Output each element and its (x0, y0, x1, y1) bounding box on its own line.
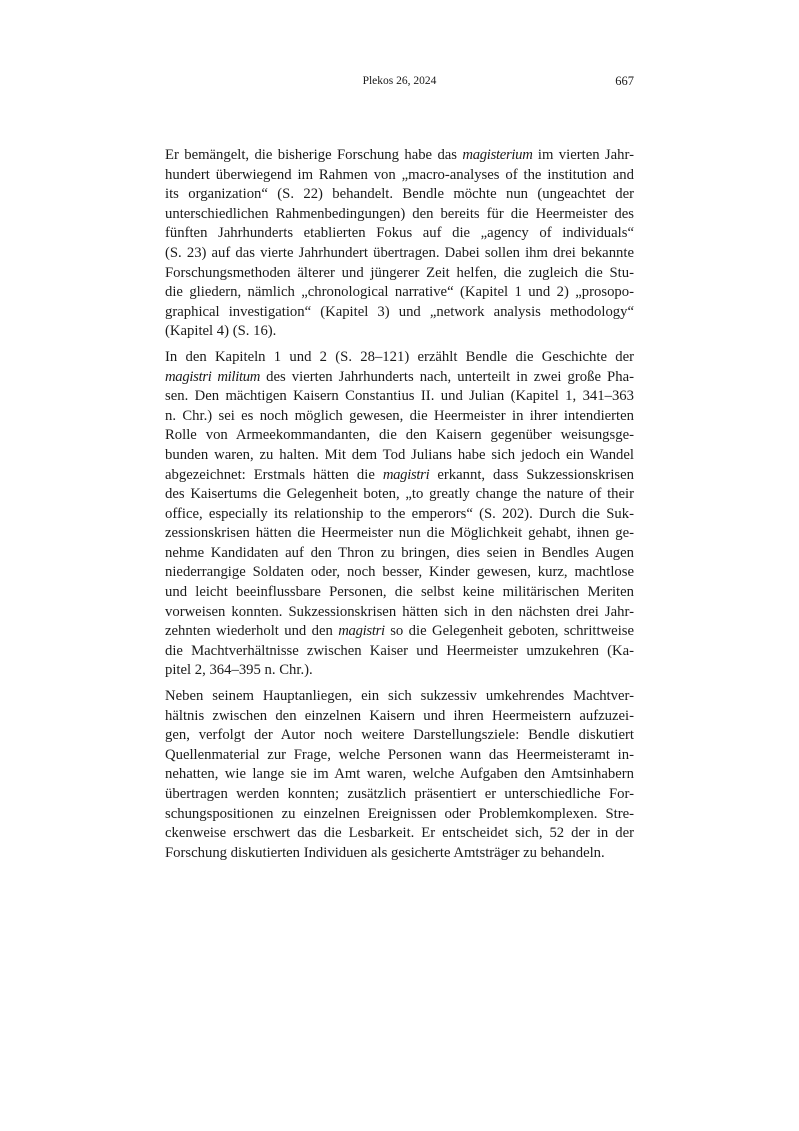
italic-term: magistri militum (165, 368, 261, 385)
text-segment: niederrangige Soldaten oder, noch besser, Kinder gewesen, kurz, machtlose (165, 564, 634, 581)
text-line (165, 264, 634, 284)
text-segment: die gliedern, nämlich „chronological narrative“ (Kapitel 1 und 2) „prosopo- (165, 284, 634, 301)
text-line (165, 603, 634, 623)
text-segment: sen. Den mächtigen Kaisern Constantius II. und Julian (Kapitel 1, 341–363 (165, 388, 634, 405)
text-line (165, 622, 634, 642)
text-segment: erkannt, dass Sukzessionskrisen (429, 466, 634, 483)
text-segment: des Kaisertums die Gelegenheit boten, „to greatly change the nature of their (165, 486, 634, 503)
text-segment: schungspositionen zu einzelnen Ereignissen oder Problemkomplexen. Stre- (165, 805, 634, 822)
text-segment: unterschiedlichen Rahmenbedingungen) den bereits für die Heermeister des (165, 205, 634, 222)
text-line (165, 348, 634, 368)
text-line (165, 446, 634, 466)
text-segment: nehme Kandidaten auf den Thron zu bringen, dies seien in Bendles Augen (165, 544, 634, 561)
text-line (165, 785, 634, 805)
text-line (165, 146, 634, 166)
text-line (165, 368, 634, 388)
paragraph (165, 348, 634, 681)
text-segment: pitel 2, 364–395 n. Chr.). (165, 662, 313, 679)
text-line (165, 244, 634, 264)
text-segment: bunden waren, zu halten. Mit dem Tod Julians habe sich jedoch ein Wandel (165, 446, 634, 463)
text-line (165, 746, 634, 766)
text-line (165, 563, 634, 583)
text-segment: hältnis zwischen den einzelnen Kaisern und ihren Heermeistern aufzuzei- (165, 707, 634, 724)
text-segment: Er bemängelt, die bisherige Forschung habe das (165, 147, 463, 163)
body-text (165, 146, 634, 869)
text-segment: its organization“ (S. 22) behandelt. Bendle möchte nun (ungeachtet der (165, 186, 634, 203)
text-segment: so die Gelegenheit geboten, schrittweise (384, 623, 635, 640)
page-number: 667 (615, 74, 634, 88)
text-segment: (S. 23) auf das vierte Jahrhundert übertragen. Dabei sollen ihm drei bekannte (165, 244, 634, 261)
text-line (165, 466, 634, 486)
text-segment: In den Kapiteln 1 und 2 (S. 28–121) erzählt Bendle die Geschichte der (165, 348, 634, 365)
text-segment: die Machtverhältnisse zwischen Kaiser und Heermeister umzukehren (Ka- (165, 642, 634, 659)
text-segment: Neben seinem Hauptanliegen, ein sich sukzessiv umkehrendes Machtver- (165, 688, 634, 705)
text-line (165, 224, 634, 244)
text-segment: Forschungsmethoden älterer und jüngerer Zeit helfen, die zugleich die Stu- (165, 264, 634, 281)
text-line (165, 166, 634, 186)
text-segment: hundert überwiegend im Rahmen von „macro-analyses of the institution and (165, 166, 634, 183)
text-line (165, 687, 634, 707)
text-segment: graphical investigation“ (Kapitel 3) und „network analysis methodology“ (165, 303, 634, 320)
text-line (165, 805, 634, 825)
paragraph (165, 687, 634, 863)
text-line (165, 426, 634, 446)
text-segment: fünften Jahrhunderts etablierten Fokus auf die „agency of individuals“ (165, 225, 634, 242)
text-line (165, 844, 634, 864)
text-segment: n. Chr.) sei es noch möglich gewesen, die Heermeister in ihrer intendierten (165, 407, 634, 424)
text-segment: office, especially its relationship to the emperors“ (S. 202). Durch die Suk- (165, 505, 634, 522)
text-segment: zessionskrisen hätten die Heermeister nun die Möglichkeit gehabt, ihnen ge- (165, 525, 634, 542)
text-segment: und leicht beeinflussbare Personen, die selbst keine militärischen Meriten (165, 584, 634, 601)
text-line (165, 661, 634, 681)
paragraph (165, 146, 634, 342)
text-segment: Quellenmaterial zur Frage, welche Personen wann das Heermeisteramt in- (165, 746, 634, 763)
text-segment: Forschung diskutierten Individuen als gesicherte Amtsträger zu behandeln. (165, 844, 605, 861)
italic-term: magistri (382, 466, 430, 483)
text-line (165, 185, 634, 205)
text-line (165, 485, 634, 505)
text-segment: abgezeichnet: Erstmals hätten die (165, 466, 383, 483)
journal-title: Plekos 26, 2024 (362, 75, 437, 87)
text-line (165, 524, 634, 544)
text-line (165, 642, 634, 662)
text-line (165, 407, 634, 427)
text-segment: (Kapitel 4) (S. 16). (165, 323, 277, 340)
text-segment: zehnten wiederholt und den (165, 623, 339, 640)
text-line (165, 205, 634, 225)
text-line (165, 283, 634, 303)
text-line (165, 583, 634, 603)
text-segment: des vierten Jahrhunderts nach, unterteilt in zwei große Pha- (260, 368, 634, 385)
italic-term: magistri (338, 623, 385, 640)
italic-term: magisterium (462, 147, 533, 163)
text-segment: Rolle von Armeekommandanten, die den Kaisern gegenüber weisungsge- (165, 427, 634, 444)
text-line (165, 707, 634, 727)
text-line (165, 765, 634, 785)
text-line (165, 303, 634, 323)
text-segment: im vierten Jahr- (532, 147, 634, 163)
text-segment: übertragen werden konnten; zusätzlich präsentiert er unterschiedliche For- (165, 786, 634, 802)
text-line (165, 387, 634, 407)
text-line (165, 726, 634, 746)
text-line (165, 322, 634, 342)
text-segment: vorweisen konnten. Sukzessionskrisen hätten sich in den nächsten drei Jahr- (165, 603, 634, 620)
text-line (165, 544, 634, 564)
text-line (165, 505, 634, 525)
text-segment: gen, verfolgt der Autor noch weitere Darstellungsziele: Bendle diskutiert (165, 727, 634, 744)
text-segment: ckenweise erschwert das die Lesbarkeit. Er entscheidet sich, 52 der in der (165, 825, 634, 842)
text-segment: nehatten, wie lange sie im Amt waren, welche Aufgaben den Amtsinhabern (165, 766, 634, 783)
text-line (165, 824, 634, 844)
